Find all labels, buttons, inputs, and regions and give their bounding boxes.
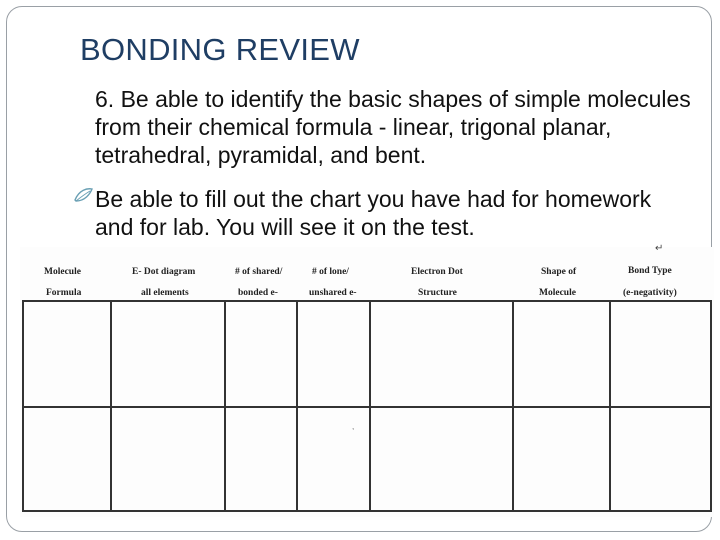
- table-vline-1: [110, 300, 112, 511]
- col-header-line1: Molecule: [44, 267, 81, 277]
- corner-mark: ↵: [655, 243, 664, 254]
- col-header-line2: (e-negativity): [623, 288, 677, 298]
- col-header-line1: # of shared/: [235, 267, 283, 277]
- col-header-shape: [541, 267, 576, 277]
- table-vline-0: [22, 300, 24, 511]
- col-header-structure: [411, 267, 463, 277]
- col-header-line2: bonded e-: [238, 288, 278, 298]
- col-header-line1: E- Dot diagram: [132, 267, 196, 277]
- col-header-shared-2: [238, 288, 278, 298]
- slide-title: BONDING REVIEW: [80, 32, 360, 67]
- table-vline-7: [710, 300, 712, 511]
- col-header-line2: Molecule: [539, 288, 576, 298]
- col-header-line2: Formula: [46, 288, 82, 298]
- col-header-bondtype-2: [623, 288, 677, 298]
- table-vline-4: [369, 300, 371, 511]
- bullet-text: Be able to fill out the chart you have had for homework and for lab. You will see it on the test.: [95, 186, 652, 240]
- col-header-structure-2: [418, 288, 457, 298]
- col-header-shape-2: [539, 288, 576, 298]
- col-header-line1: Electron Dot: [411, 267, 463, 277]
- scan-speck: ,: [352, 422, 355, 431]
- col-header-line2: unshared e-: [309, 288, 357, 298]
- col-header-line1: # of lone/: [312, 267, 349, 277]
- bullet-item: [95, 185, 695, 241]
- table-vline-2: [224, 300, 226, 511]
- col-header-lone: [312, 267, 349, 277]
- col-header-line1: Bond Type: [628, 266, 672, 276]
- table-vline-5: [512, 300, 514, 511]
- table-vline-6: [609, 300, 611, 511]
- col-header-line2: Structure: [418, 288, 457, 298]
- point-6-text: 6. Be able to identify the basic shapes of simple molecules from their chemical formula - linear, trigonal planar, tetrahedral, pyramidal, and bent.: [95, 86, 691, 168]
- col-header-line2: all elements: [141, 288, 189, 298]
- col-header-molecule-2: [46, 288, 81, 298]
- leaf-bullet-icon: [73, 186, 93, 206]
- col-header-edot-2: [141, 288, 189, 298]
- col-header-line1: Shape of: [541, 267, 577, 277]
- col-header-lone-2: [309, 288, 357, 298]
- table-vline-3: [296, 300, 298, 511]
- col-header-shared: [235, 267, 282, 277]
- col-header-edot: [132, 267, 195, 277]
- col-header-molecule: [44, 267, 81, 277]
- col-header-bondtype: [628, 266, 672, 276]
